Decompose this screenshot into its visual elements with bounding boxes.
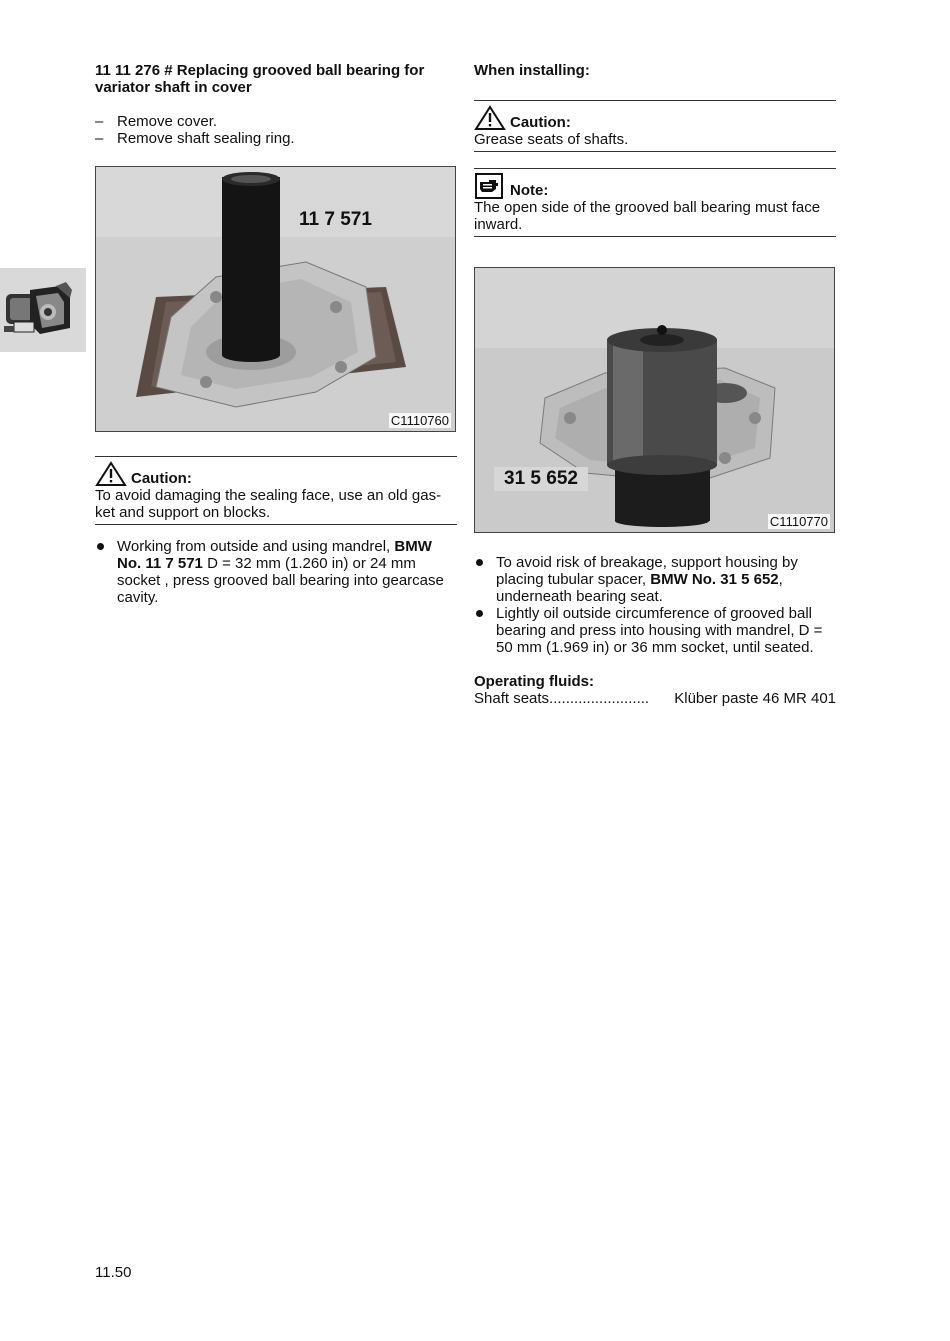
caution-text: To avoid damaging the sealing face, use an old gas-ket and support on blocks. xyxy=(95,487,442,521)
procedure-title: 11 11 276 # Replacing grooved ball bearing for variator shaft in cover xyxy=(95,62,425,96)
note-text: The open side of the grooved ball bearing must face inward. xyxy=(474,199,821,233)
fluids-item: Shaft seats xyxy=(474,690,550,707)
tool-number-label: 11 7 571 xyxy=(289,208,382,232)
section-tab xyxy=(0,268,86,352)
figure-code: C1110760 xyxy=(390,413,449,428)
page-number: 11.50 xyxy=(95,1264,132,1281)
fluids-value: Klüber paste 46 MR 401 xyxy=(674,690,836,707)
note-box xyxy=(474,168,836,237)
instruction-post: , underneath bearing seat. xyxy=(496,571,783,605)
caution-text: Grease seats of shafts. xyxy=(474,131,629,148)
instruction-list xyxy=(474,554,836,656)
fluids-heading: Operating fluids: xyxy=(474,673,594,690)
list-item: – Remove shaft sealing ring. xyxy=(95,130,295,147)
fluids-leader: ........................ xyxy=(549,690,650,707)
warning-triangle-icon xyxy=(474,105,506,131)
step-text: Remove shaft sealing ring. xyxy=(117,130,295,147)
list-item xyxy=(95,538,457,606)
operating-fluids xyxy=(474,673,836,707)
section-title: When installing: xyxy=(474,62,590,79)
right-column xyxy=(474,62,836,707)
tool-number: BMW No. 11 7 571 xyxy=(117,538,432,572)
instruction-text: Lightly oil outside circumference of grooved ball bearing and press into housing with mandrel, D = 50 mm (1.969 in) or 36 mm socket, until seated. xyxy=(496,605,823,656)
tool-number-label: 31 5 652 xyxy=(494,467,588,491)
list-item: – Remove cover. xyxy=(95,113,218,130)
warning-triangle-icon xyxy=(95,461,127,487)
left-column xyxy=(95,62,457,606)
figure-cover-mandrel xyxy=(95,166,456,432)
engine-icon xyxy=(0,268,86,352)
instruction-list xyxy=(95,538,457,606)
bullet-icon xyxy=(476,559,483,566)
step-text: Remove cover. xyxy=(117,113,218,130)
bullet-icon xyxy=(97,543,104,550)
note-heading: Note: xyxy=(510,182,549,199)
instruction-post: D = 32 mm (1.260 in) or 24 mm socket , press grooved ball bearing into gearcase cavity. xyxy=(117,555,444,606)
housing-photo-illustration xyxy=(475,268,834,532)
caution-box xyxy=(474,100,836,152)
figure-code: C1110770 xyxy=(769,514,828,529)
instruction-pre: To avoid risk of breakage, support housing by placing tubular spacer, xyxy=(496,554,798,588)
list-item xyxy=(474,605,836,656)
fluids-row xyxy=(474,690,836,707)
instruction-pre: Working from outside and using mandrel, xyxy=(117,538,391,555)
caution-heading: Caution: xyxy=(131,470,192,487)
cover-photo-illustration xyxy=(96,167,455,431)
figure-housing-spacer xyxy=(474,267,835,533)
tool-number: BMW No. 31 5 652 xyxy=(650,571,779,588)
caution-box xyxy=(95,456,457,525)
bullet-icon xyxy=(476,610,483,617)
list-item xyxy=(474,554,836,605)
step-list xyxy=(95,113,457,147)
note-hand-icon xyxy=(474,173,506,199)
caution-heading: Caution: xyxy=(510,114,571,131)
